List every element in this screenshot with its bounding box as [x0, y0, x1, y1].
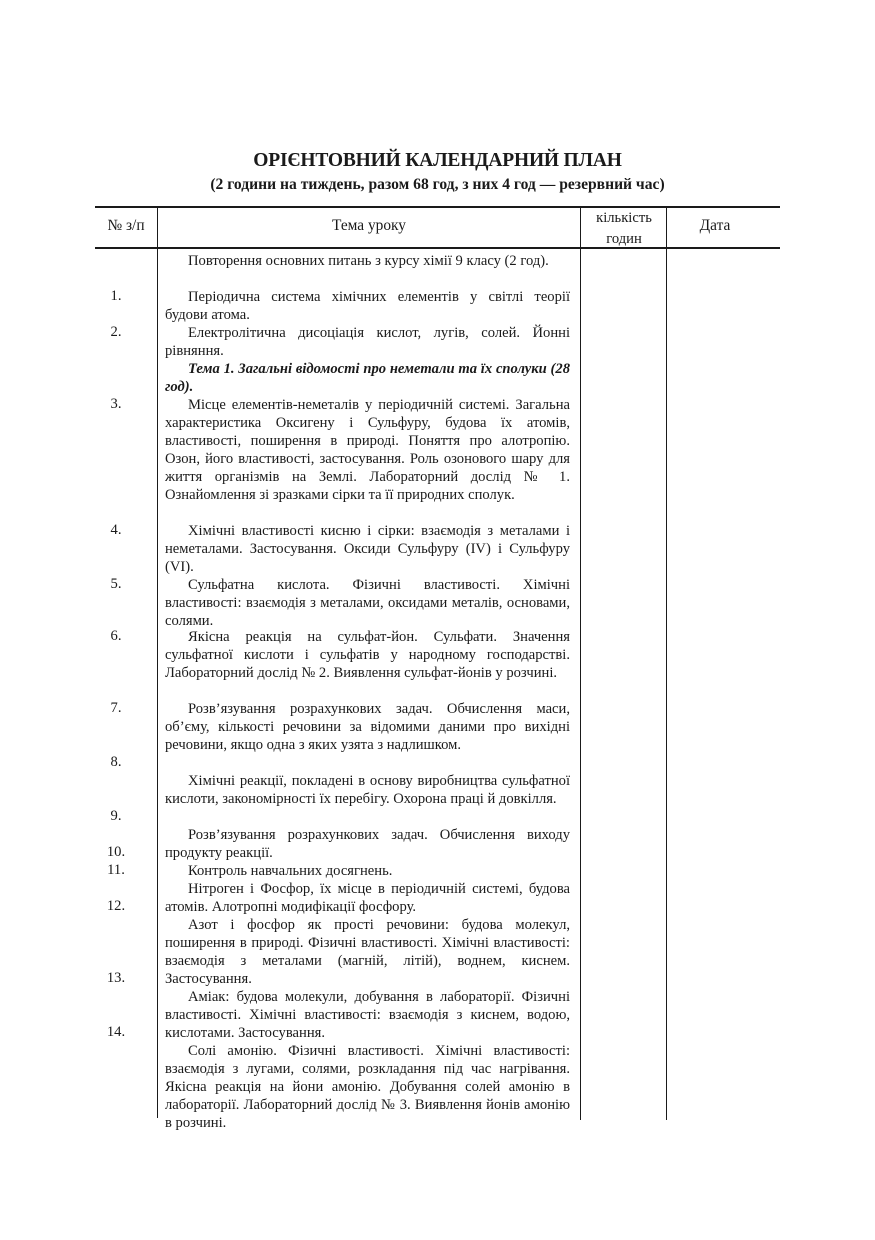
- topic-text: Хімічні властивості кисню і сірки: взаємодія з металами і неметалами. Застосування. Оксиди Сульфуру (IV) і Сульфуру (VI).: [165, 523, 570, 575]
- topic-text: Періодична система хімічних елементів у світлі теорії будови атома.: [165, 289, 570, 323]
- topic-heading: Тема 1. Загальні відомості про неметали та їх сполуки (28 год).: [165, 361, 570, 395]
- header-date: Дата: [699, 217, 731, 234]
- row-number: 1.: [110, 288, 122, 304]
- column-divider-hours: [666, 207, 667, 1120]
- row-number: 12.: [106, 898, 126, 914]
- topic-text: Розв’язування розрахункових задач. Обчислення маси, об’єму, кількості речовини за відомими даними про вихідні речовини, якщо одна з яких узята з надлишком.: [165, 701, 570, 753]
- topic-text: Нітроген і Фосфор, їх місце в періодичній системі, будова атомів. Алотропні модифікації фосфору.: [165, 881, 570, 915]
- topic-text: Аміак: будова молекули, добування в лабораторії. Фізичні властивості. Хімічні властивості: взаємодія з киснем, водою, кислотами. Застосування.: [165, 989, 570, 1041]
- topic-text: Азот і фосфор як прості речовини: будова молекул, поширення в природі. Фізичні властивості. Хімічні властивості: взаємодія з металами (магній, літій), воднем, киснем. Застосування.: [165, 917, 570, 987]
- row-number: 13.: [106, 970, 126, 986]
- row-number: 9.: [110, 808, 122, 824]
- column-divider-number-body: [157, 249, 158, 1118]
- topic-text: Контроль навчальних досягнень.: [188, 863, 393, 879]
- row-number: 6.: [110, 628, 122, 644]
- column-divider-topic: [580, 207, 581, 1120]
- topic-text: Місце елементів-неметалів у періодичній системі. Загальна характеристика Оксигену і Сульфуру, будова їх атомів, властивості, поширення в природі. Поняття про алотропію. Озон, його властивості, застосування. Роль озонового шару для життя організмів на Землі. Лабораторний дослід № 1. Ознайомлення зі зразками сірки та її природних сполук.: [165, 397, 570, 503]
- row-number: 3.: [110, 396, 122, 412]
- topic-text: Хімічні реакції, покладені в основу виробництва сульфатної кислоти, закономірності їх перебігу. Охорона праці й довкілля.: [165, 773, 570, 807]
- topic-text: Солі амонію. Фізичні властивості. Хімічні властивості: взаємодія з лугами, солями, розкладання під час нагрівання. Якісна реакція на йони амонію. Добування солей амонію в лабораторії. Лабораторний дослід № 3. Виявлення йонів амонію в розчині.: [165, 1043, 570, 1131]
- header-topic: Тема уроку: [332, 217, 406, 234]
- row-number: 5.: [110, 576, 122, 592]
- table-top-rule: [95, 206, 780, 208]
- topic-text: Електролітична дисоціація кислот, лугів, солей. Йонні рівняння.: [165, 325, 570, 359]
- row-number: 8.: [110, 754, 122, 770]
- row-number: 10.: [106, 844, 126, 860]
- row-number: 7.: [110, 700, 122, 716]
- page-subtitle: (2 години на тиждень, разом 68 год, з них 4 год — резервний час): [210, 176, 665, 193]
- topic-text: Якісна реакція на сульфат-йон. Сульфати. Значення сульфатної кислоти і сульфатів у народному господарстві. Лабораторний дослід № 2. Виявлення сульфат-йонів у розчині.: [165, 629, 570, 681]
- row-number: 14.: [106, 1024, 126, 1040]
- row-number: 2.: [110, 324, 122, 340]
- header-number: № з/п: [107, 217, 145, 234]
- table-header-rule: [95, 247, 780, 249]
- header-hours: кількість годин: [596, 210, 652, 247]
- topic-text: Розв’язування розрахункових задач. Обчислення виходу продукту реакції.: [165, 827, 570, 861]
- topic-text: Повторення основних питань з курсу хімії 9 класу (2 год).: [188, 253, 549, 269]
- topic-text: Сульфатна кислота. Фізичні властивості. Хімічні властивості: взаємодія з металами, оксидами металів, основами, солями.: [165, 577, 570, 629]
- row-number: 11.: [107, 862, 125, 878]
- page-title: ОРІЄНТОВНИЙ КАЛЕНДАРНИЙ ПЛАН: [253, 150, 622, 171]
- row-number: 4.: [110, 522, 122, 538]
